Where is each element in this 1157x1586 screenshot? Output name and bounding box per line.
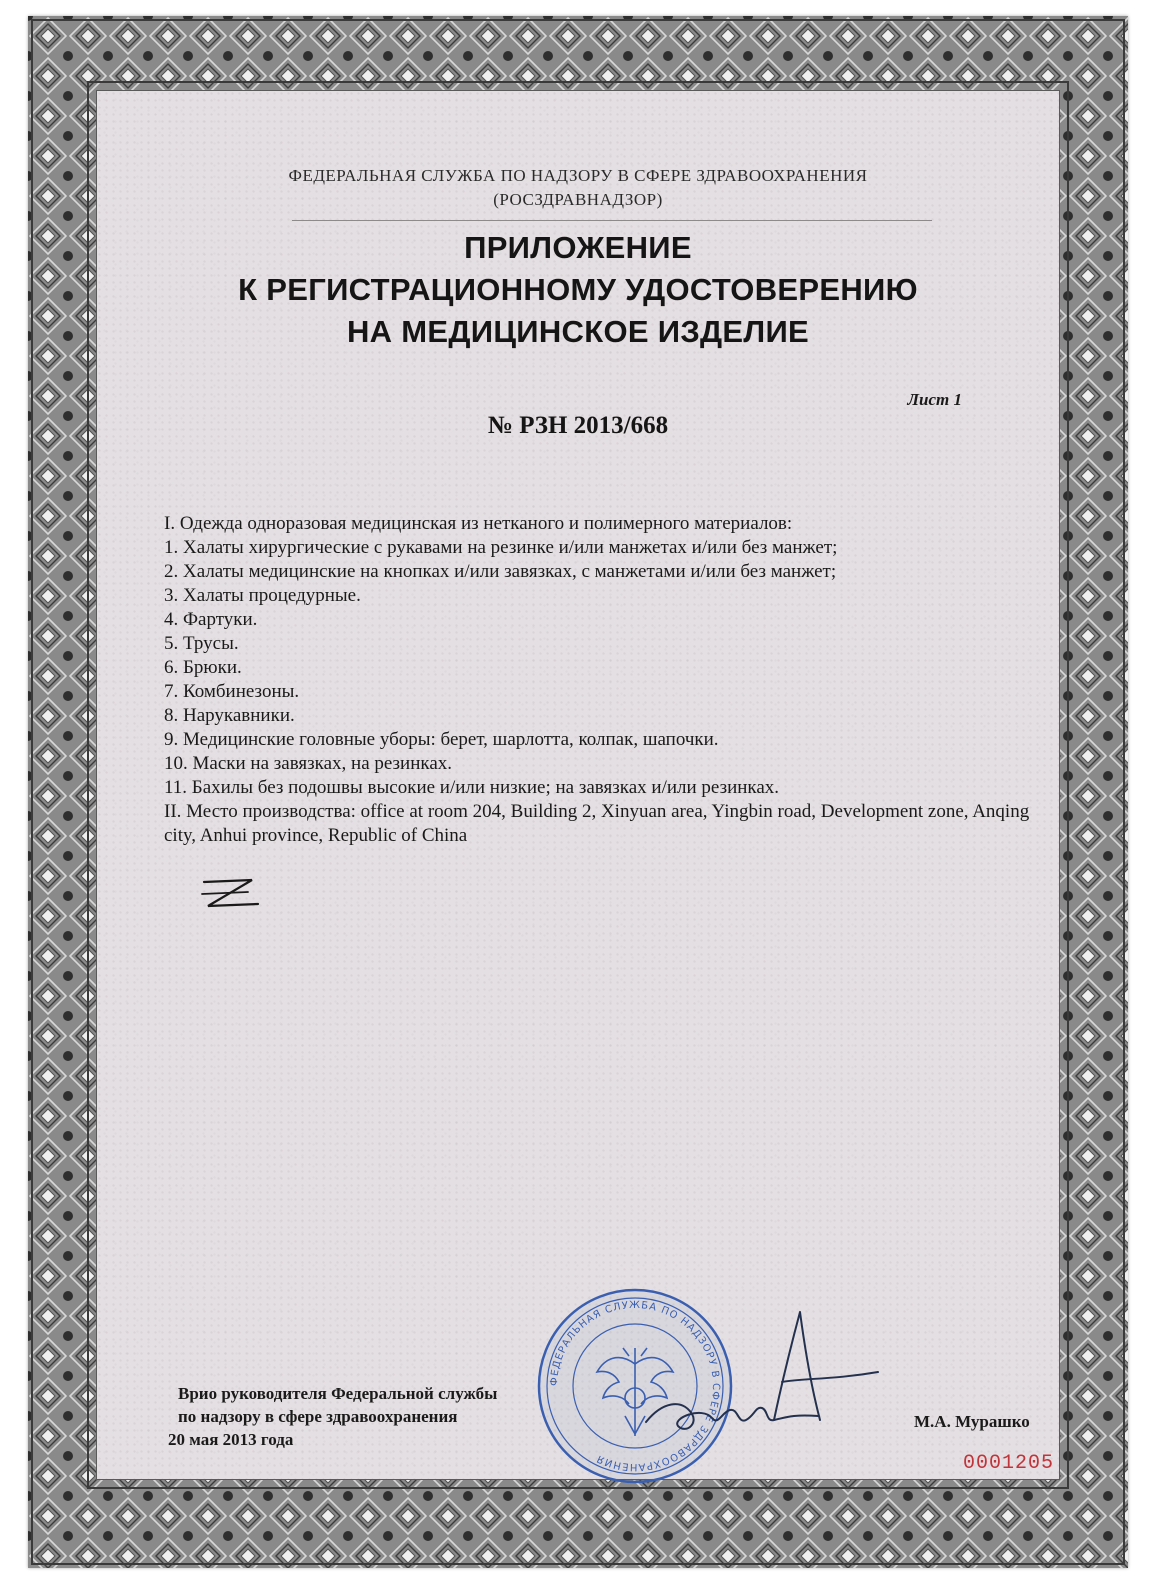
- list-item: I. Одежда одноразовая медицинская из нетканого и полимерного материалов:: [164, 513, 793, 534]
- list-item: 8. Нарукавники.: [164, 705, 295, 726]
- certificate-sheet: [28, 16, 1128, 1568]
- document-title: ПРИЛОЖЕНИЕ: [464, 230, 692, 265]
- document-title-line3: НА МЕДИЦИНСКОЕ ИЗДЕЛИЕ: [346, 314, 810, 349]
- list-item: 9. Медицинские головные уборы: берет, шарлотта, колпак, шапочки.: [164, 729, 719, 750]
- list-item: 6. Брюки.: [164, 657, 242, 678]
- header-divider: [292, 220, 932, 221]
- signatory-name: М.А. Мурашко: [914, 1412, 1030, 1431]
- agency-abbreviation: (РОСЗДРАВНАДЗОР): [493, 190, 663, 209]
- list-item: 3. Халаты процедурные.: [164, 585, 361, 606]
- list-item: 10. Маски на завязках, на резинках.: [164, 753, 453, 774]
- list-item: 4. Фартуки.: [164, 609, 258, 630]
- product-list: [164, 512, 1064, 848]
- list-item: 2. Халаты медицинские на кнопках и/или завязках, с манжетами и/или без манжет;: [164, 561, 837, 582]
- list-item: 11. Бахилы без подошвы высокие и/или низкие; на завязках и/или резинках.: [164, 777, 780, 798]
- list-item: 7. Комбинезоны.: [164, 681, 300, 702]
- document-body: [96, 90, 1060, 1480]
- seal-text: ФЕДЕРАЛЬНАЯ СЛУЖБА ПО НАДЗОРУ В СФЕРЕ ЗДРАВООХРАНЕНИЯ: [548, 1299, 722, 1473]
- signatory-position: Врио руководителя Федеральной службы: [178, 1384, 498, 1403]
- registration-number: № РЗН 2013/668: [487, 412, 669, 439]
- document-title-line2: К РЕГИСТРАЦИОННОМУ УДОСТОВЕРЕНИЮ: [238, 272, 918, 307]
- issue-date: 20 мая 2013 года: [168, 1430, 294, 1449]
- sheet-label: Лист 1: [907, 390, 962, 409]
- list-item: 5. Трусы.: [164, 633, 239, 654]
- handwritten-signature: [642, 1302, 882, 1452]
- agency-name: ФЕДЕРАЛЬНАЯ СЛУЖБА ПО НАДЗОРУ В СФЕРЕ ЗДРАВООХРАНЕНИЯ: [288, 166, 868, 185]
- serial-number: 0001205: [963, 1452, 1055, 1475]
- production-site: II. Место производства: office at room 204, Building 2, Xinyuan area, Yingbin road, Development zone, Anqing city, Anhui province, Republic of China: [164, 801, 1030, 846]
- signatory-position-line2: по надзору в сфере здравоохранения: [178, 1407, 458, 1426]
- list-item: 1. Халаты хирургические с рукавами на резинке и/или манжетах и/или без манжет;: [164, 537, 838, 558]
- signatory-block: [168, 1382, 498, 1451]
- z-strike-mark: [200, 876, 262, 912]
